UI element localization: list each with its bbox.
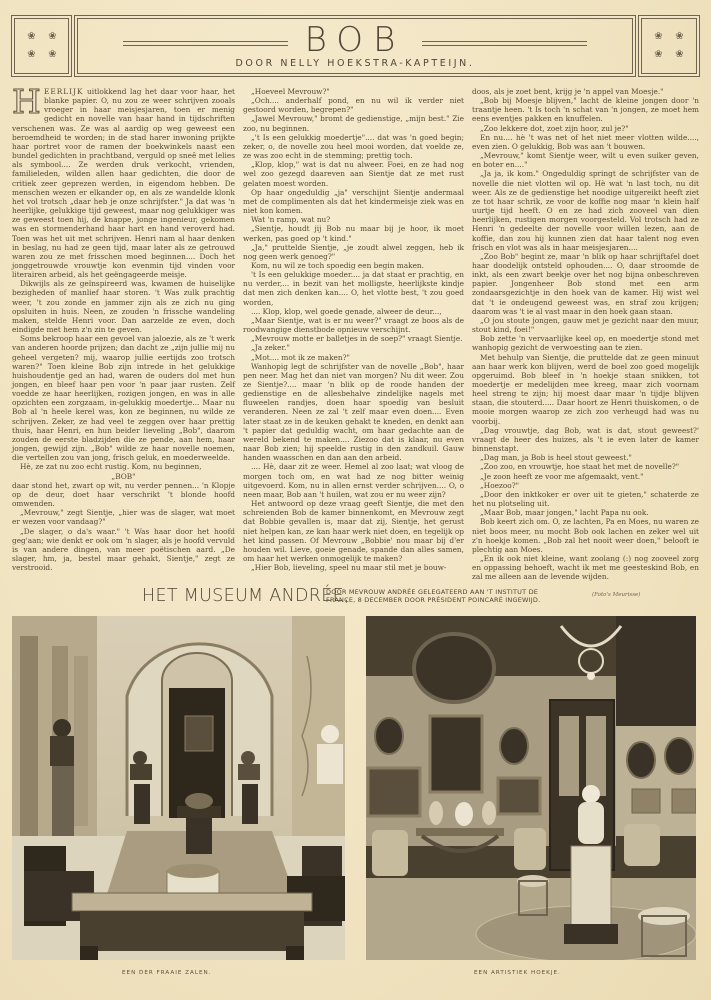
- photo-corner: [366, 616, 696, 960]
- photo-caption: EEN ARTISTIEK HOEKJE.: [474, 970, 561, 976]
- flower-ornament-icon: [652, 31, 686, 61]
- museum-subtitle-line: DOOR MEVROUW ANDRÉE GELEGATEERD AAN 'T INSTITUT DE: [326, 588, 539, 596]
- header-title-box: [74, 15, 636, 77]
- flower-icon: ❀: [27, 31, 36, 42]
- hall-photo-illustration: [12, 616, 345, 960]
- paragraph: .... Hè, daar zit ze weer. Hemel al zoo laat; wat vloog de morgen toch om, en wat had ze nog bitter weinig uitgevoerd. Kom, nu in allen ernst verder schrijven.... O, o neen maar, Bob aan 't huilen, wat zou er nu weer zijn?: [243, 462, 464, 499]
- paragraph: „Mot.... mot ik ze maken?": [251, 352, 350, 362]
- paragraph: Soms bekroop haar een gevoel van jaloezie, als ze 't werk van anderen hoorde prijzen; dan dacht ze „zijn jullie mij nu geheel vergeten? mij, waarop jullie eertijds zoo trotsch waren?" Toen kleine Bob zijn intrede in het gelukkige huishoudentje ged an had, waren de ouders dol met hun jongen, en bleef haar pen voor 'n paar jaar rusten. Zelf voedde ze haar heerlijken, rozigen jongen, en was in alle opzichten een zorgzaam, in-gelukkig moedertje... Maar nu Bob al 'n heele kerel was, kon ze beginnen, nu wilde ze schrijven. Zeker, ze had veel te zeggen over haar prettig thuis, haar Henri, en hun beider lieveling „Bob", daarom zouden de eerste bladzijden die ze pende, aan hem, haar jongen, gewijd zijn. „Bob" wilde ze haar novelle noemen, die vertellen zou van jong, frisch geluk, en moederweelde.: [12, 334, 236, 463]
- paragraph: Met behulp van Sientje, die pruttelde dat ze geen minuut aan haar werk kon blijven, werd de boel zoo goed mogelijk opgeruimd. Bob bleef in 'n hoekje staan snikken, tot moedertje er medelijden mee kreeg, maar zich voornam heel streng te zijn; hij moest daar maar 'n tijdje blijven staan, die stouterd..... Daar hoort ze Henri thuiskomen, o de mooie morgen waarop ze zich zoo verheugd had was nu voorbij.: [472, 352, 699, 426]
- paragraph: „Hier Bob, lieveling, speel nu maar stil met je bouw-: [251, 563, 447, 573]
- first-word: EERLIJK: [44, 87, 84, 96]
- paragraph: Bob zette 'n vervaarlijke keel op, en moedertje stond met wanhopig gezicht de verwoesting aan te zien.: [472, 334, 699, 353]
- paragraph: „Dag man, ja Bob is heel stout geweest.": [480, 453, 632, 463]
- flower-icon: ❀: [675, 49, 684, 60]
- flower-icon: ❀: [27, 49, 36, 60]
- museum-headline: [142, 586, 711, 612]
- header-ornament-box-right: [638, 15, 700, 77]
- flower-icon: ❀: [48, 31, 57, 42]
- paragraph: En nu.... hè 't was net of het niet meer vlotten wilde...., even zien. O gelukkig, Bob was aan 't bouwen.: [472, 132, 699, 151]
- article-byline: DOOR NELLY HOEKSTRA-KAPTEIJN.: [235, 58, 475, 69]
- text-column-3: [472, 87, 699, 581]
- flower-icon: ❀: [48, 49, 57, 60]
- paragraph: „Klop, klop," wat is dat nu alweer. Foei, en ze had nog wel zoo gezegd daareven aan Sientje dat ze met rust gelaten moest worden.: [243, 160, 464, 188]
- paragraph: „Ja ja, ik kom." Ongeduldig springt de schrijfster van de novelle die niet vlotten wil op. Hè wat 'n last toch, nu dit weer. Als ze de gedienstige het noodige uitgereikt heeft ziet ze tot haar schrik, ze voor de koffie nog maar 'n klein half uurtje tijd heeft. O en ze had zich zooveel van dien heerlijken, rustigen morgen voorgesteld. Vol trotsch had ze Henri 'n gedeelte der novelle voor willen lezen, aan de koffie, dan zou hij kunnen zien dat haar talent nog even frisch en vlot was als in haar meisjesjaren....: [472, 169, 699, 252]
- paragraph: „Ja," pruttelde Sientje, „je zoudt alwel zeggen, heb ik nog geen werk genoeg?": [243, 242, 464, 261]
- paragraph: Wat 'n ramp, wat nu?: [251, 215, 331, 225]
- paragraph: „Mevrouw motte er balletjes in de soep?" vraagt Sientje.: [251, 334, 463, 344]
- article-title: BOB: [304, 20, 406, 60]
- paragraph: „Je zoon heeft ze voor me afgemaakt, vent.": [480, 471, 644, 481]
- text-column-2: [243, 87, 464, 572]
- paragraph: „Door den inktkoker er over uit te gieten," schaterde ze het nu plotseling uit.: [472, 489, 699, 509]
- paragraph: „Zoo lekkere dot, zoet zijn hoor, zul je?": [480, 123, 629, 133]
- photo-credit: (Foto's Meurisse): [592, 592, 641, 598]
- paragraph: „Och.... anderhalf pond, en nu wil ik verder niet gestoord worden, begrepen?": [243, 96, 464, 115]
- header-ornament-box-left: [11, 15, 72, 77]
- paragraph: doos, als je zoet bent, krijg je 'n appel van Moesje.": [472, 87, 664, 96]
- paragraph: [12, 82, 235, 280]
- paragraph: „Mevrouw," zegt Sientje, „hier was de slager, wat moet er wezen voor vandaag?": [12, 508, 235, 527]
- museum-title: HET MUSEUM ANDRÉE,: [142, 586, 350, 606]
- photo-caption: EEN DER FRAAIE ZALEN.: [122, 970, 212, 976]
- paragraph: „Hoezoo?": [480, 480, 520, 490]
- flower-icon: ❀: [675, 31, 684, 42]
- drop-cap: H: [12, 82, 41, 121]
- paragraph: daar stond het, zwart op wit, nu verder pennen... 'n Klopje op de deur, doet haar verschrikt 't blonde hoofd omwenden.: [12, 480, 235, 509]
- flower-icon: ❀: [654, 49, 663, 60]
- flower-ornament-icon: [25, 31, 59, 61]
- paragraph: „Maar Bob, maar jongen," lacht Papa nu ook.: [480, 508, 649, 518]
- paragraph: „O jou stoute jongen, gauw met je gezicht naar den muur, stout kind, foei!": [472, 315, 699, 335]
- paragraph: Hè, ze zat nu zoo echt rustig. Kom, nu beginnen,: [20, 462, 202, 472]
- photo-hall: [12, 616, 345, 960]
- paragraph: Op haar ongeduldig „ja" verschijnt Sientje andermaal met de complimenten als dat het kindermeisje ziek was en niet kon komen.: [243, 187, 464, 216]
- paragraph: „Dag vrouwtje, dag Bob, wat is dat, stout geweest?' vraagt de heer des huizes, als 't ie even later de kamer binnenstapt.: [472, 425, 699, 454]
- paragraph: Wanhopig legt de schrijfster van de novelle „Bob", haar pen neer. Mag het dan niet van morgen? Nu dit weer. Zou ze Sientje?.... maar 'n blik op de roode handen der gedienstige en de allesbehalve zindelijke nagels met fluweelen randjes, doen haar spoedig van besluit veranderen. Neen ze zal 't zelf maar even doen.... Even later staat ze in de keuken gehakt te kneden, en denkt aan 't papier dat geduldig wacht, om haar gedachte aan de wereld bekend te maken.... Ziezoo dat is klaar, nu even naar Bob zien; hij speelde rustig in den zandkuil. Gauw handen waasschen en dan aan den arbeid.: [243, 361, 464, 463]
- paragraph: Kom, nu wil ze toch spoedig een begin maken.: [251, 260, 424, 270]
- article-header: [11, 15, 700, 77]
- museum-subtitle: [326, 588, 540, 604]
- novel-title-line: „BOB": [111, 471, 136, 481]
- paragraph: „Hoeveel Mevrouw?": [251, 87, 330, 96]
- paragraph: „Mevrouw," komt Sientje weer, wilt u even suiker geven, en boter en....": [472, 151, 699, 170]
- paragraph: Bob keert zich om. O, ze lachten, Pa en Moes, nu waren ze niet boos meer, nu mocht Bob ook lachen en zeker wel uit z'n hoekje komen. „Bob zal het nooit weer doen," belooft ie plechtig aan Moes.: [472, 517, 699, 554]
- paragraph: „De slager, o da's waar." 't Was haar door het hoofd geg'aan; wie denkt er ook om 'n slager, als je hoofd vervuld is van andere dingen, van meer poëtischen aard. „De slager, hm, ja, bestel maar gehakt, Sientje," zegt ze verstrooid.: [12, 526, 235, 573]
- paragraph: „Bob bij Moesje blijven," lacht de kleine jongen door 'n traantje heen. 't Is toch 'n schat van 'n jongen, ze moet hem eens eventjes pakken en knuffelen.: [472, 96, 699, 124]
- paragraph: Het antwoord op deze vraag geeft Sientje, die met den schreienden Bob de kamer binnenkomt, en Mevrouw zegt dat Bobbie gevallen is, maar dat zij, Sientje, het gerust niet helpen kan, ze kan haar werk niet doen, en tegelijk op het kind passen. Of Mevrouw „Bobbie' nou maar bij d'er houden wil. Lieve, goeie genade, spande dan alles samen, om haar het werken onmogelijk te maken?: [243, 499, 464, 563]
- text-column-1: [12, 82, 236, 573]
- paragraph-text: uitlokkend lag het daar voor haar, het blanke papier. O, nu zou ze weer schrijven zooals vroeger in haar meisjesjaren, toen er menig gedicht en novelle van haar hand in tijdschriften verschenen was. Ze was al aardig op weg geweest een beroemdheid te worden; in de stad harer inwoning prijkte haar portret voor de ramen der boekwinkels naast een bundel gedichten in prachtband, verguld op sneê met lelies als symbool.... Ze werden druk verkocht, vrienden, familieleden, wilden allen haar gedichten, die door de critiek zeer geprezen werden, in eigendom hebben. De menschen wezen er elkander op, en als ze wandelde klonk het vol trotsch „daar heb je onze schrijfster." Ja dat was 'n heerlijke, gelukkige tijd geweest, maar nog gelukkiger was ze geweest toen hij, de knappe, jonge ingenieur, gekomen was en stormenderhand haar hart en hand veroverd had. Toen was het uit met schrijven. Henri nam al haar denken in beslag, nu had ze geen tijd, maar later als ze getrouwd waren zou ze met frisschen moed beginnen.... Doch het jonggetrouwde vrouwtje kon evenmin tijd vinden voor literairen arbeid, als het geëngageerde meisje.: [12, 87, 235, 280]
- paragraph: „Ja zeker.": [251, 343, 290, 353]
- paragraph: „En ik ook niet kleine, want zoolang (:) nog zooveel zorg en oppassing behoeft, wacht ik met me geesteskind Bob, en zal me alleen aan de levende wijden.: [472, 553, 699, 582]
- flower-icon: ❀: [654, 31, 663, 42]
- paragraph: „'t Is een gelukkig moedertje".... dat was 'n goed begin; zeker, o, de novelle zou heel mooi worden, dat voelde ze, ze was zoo echt in de stemming; prettig toch.: [243, 132, 464, 161]
- paragraph: Dikwijls als ze geïnspireerd was, kwamen de huiselijke bezigheden of manlief haar storen. 't Was zulk prachtig weer, 't zou zonde en jammer zijn als ze zich nu ging opsluiten in huis. Neen, ze zouden 'n frissche wandeling maken, stelde Henri voor. Dan aarzelde ze even, doch eindigde met hem z'n zin te geven.: [12, 279, 235, 335]
- paragraph: „Jawel Mevrouw," bromt de gedienstige, „mijn best." Zie zoo, nu beginnen.: [243, 114, 464, 133]
- paragraph: 't Is een gelukkige moeder.... ja dat staat er prachtig, en nu verder,... in bezit van het molligste, heerlijkste kindje dat men zich denken kan.... O, het vlotte best, 't zou goed worden,: [243, 270, 464, 307]
- corner-photo-illustration: [366, 616, 696, 960]
- paragraph: „Zoo Bob" begint ze, maar 'n blik op haar schrijftafel doet haar doodelijk ontsteld ophouden.... O, daar stroomde de inkt, als een zwart beekje over het nog bijna onbeschreven papier. Jongenheer Bob stond met een arm zondaarsgezichtje in den hoek van de kamer. Hij wist wel dat 't ie ondeugend geweest was, en straf zou krijgen; daarom was 't ie al vast maar in den hoek gaan staan.: [472, 251, 699, 316]
- paragraph: „Maar Sientje, wat is er nu weer?" vraagt ze boos als de roodwangige dienstbode opnieuw verschijnt.: [243, 315, 464, 335]
- museum-subtitle-line: FRANCE, 8 DECEMBER DOOR PRÉSIDENT POINCARÉ INGEWIJD.: [326, 596, 541, 604]
- paragraph: .... Klop, klop, wel goede genade, alweer de deur...,: [251, 306, 442, 316]
- paragraph: „Sientje, houdt jij Bob nu maar bij je hoor, ik moet werken, pas goed op 't kind.": [243, 224, 464, 243]
- paragraph: „Zoo zoo, en vrouwtje, hoe staat het met de novelle?": [480, 462, 680, 472]
